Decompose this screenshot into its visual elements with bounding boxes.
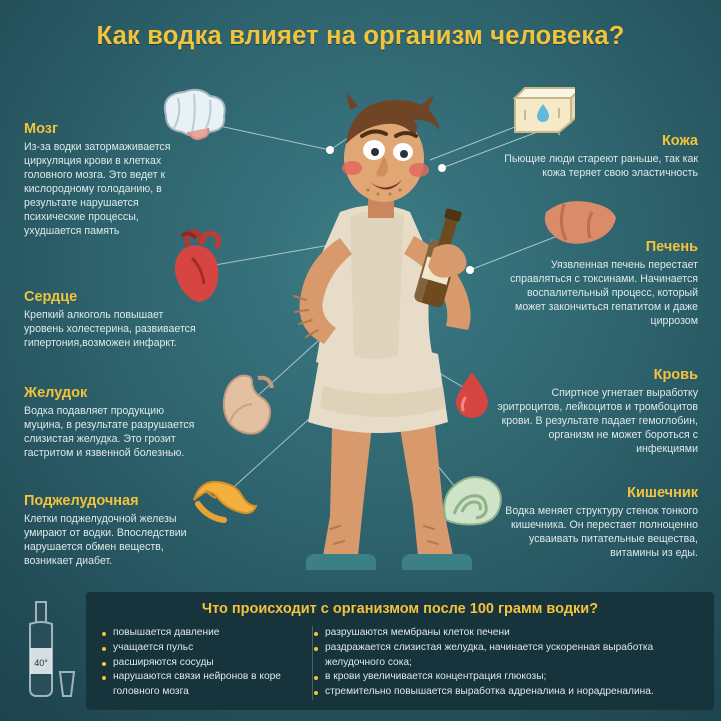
list-item: разрушаются мембраны клеток печени xyxy=(314,626,702,641)
block-pancreas-body: Клетки поджелудочной железы умирают от водки. Впоследствии нарушается обмен веществ, возникает диабет. xyxy=(24,512,187,567)
list-item: в крови увеличивается концентрация глюкозы; xyxy=(314,670,702,685)
bottom-panel xyxy=(86,592,714,710)
block-stomach-title: Желудок xyxy=(24,385,88,401)
block-intestine-body: Водка меняет структуру стенок тонкого кишечника. Он перестает полноценно усваивать питательные вещества, витамины из еды. xyxy=(505,504,698,559)
list-item: раздражается слизистая желудка, начинается ускоренная выработка желудочного сока; xyxy=(314,641,702,671)
block-stomach xyxy=(24,386,196,461)
block-pancreas xyxy=(24,494,214,569)
block-brain xyxy=(24,122,194,239)
block-pancreas-title: Поджелудочная xyxy=(24,493,139,509)
stomach-icon xyxy=(216,372,280,440)
block-blood xyxy=(488,368,698,457)
bottom-panel-title: Что происходит с организмом после 100 грамм водки? xyxy=(201,601,599,617)
bottom-right-column xyxy=(314,626,702,700)
block-heart-title: Сердце xyxy=(24,289,78,305)
list-item: повышается давление xyxy=(102,626,300,641)
block-blood-body: Спиртное угнетает выработку эритроцитов, лейкоцитов и тромбоцитов крови. В результате падает гемоглобин, организм не может бороться с инфекциями xyxy=(497,386,698,455)
list-item: стремительно повышается выработка адреналина и норадреналина. xyxy=(314,685,702,700)
blood-drop-icon xyxy=(452,370,492,422)
block-stomach-body: Водка подавляет продукцию муцина, в результате разрушается слизистая желудка. Это грозит гастритом и язвенной болезнью. xyxy=(24,404,195,459)
block-intestine-title: Кишечник xyxy=(627,485,698,501)
block-heart xyxy=(24,290,204,351)
block-blood-title: Кровь xyxy=(653,367,698,383)
bottom-left-column xyxy=(102,626,300,700)
list-item: учащается пульс xyxy=(102,641,300,656)
skin-icon xyxy=(511,80,575,136)
block-brain-title: Мозг xyxy=(24,121,58,137)
vodka-bottle-icon xyxy=(16,596,80,708)
bottom-panel-columns xyxy=(102,626,702,700)
block-intestine xyxy=(490,486,698,561)
block-skin xyxy=(500,134,698,181)
block-liver xyxy=(498,240,698,329)
list-item: расширяются сосуды xyxy=(102,656,300,671)
block-skin-body: Пьющие люди стареют раньше, так как кожа теряет свою эластичность xyxy=(504,152,698,179)
bottle-label: 40° xyxy=(34,658,48,668)
column-divider xyxy=(312,626,313,700)
page-title: Как водка влияет на организм человека? xyxy=(96,22,625,50)
block-liver-title: Печень xyxy=(645,239,698,255)
block-skin-title: Кожа xyxy=(661,133,698,149)
block-liver-body: Уязвленная печень перестает справляться с токсинами. Начинается воспалительный процесс, который может закончиться гепатитом и даже циррозом xyxy=(510,258,698,327)
list-item: нарушаются связи нейронов в коре головного мозга xyxy=(102,670,300,700)
block-heart-body: Крепкий алкоголь повышает уровень холестерина, развивается гипертония,возможен инфаркт. xyxy=(24,308,196,349)
block-brain-body: Из-за водки затормаживается циркуляция крови в клетках головного мозга. Это ведет к кислородному голоданию, в результате нарушается психические процессы, ухудшается память xyxy=(24,140,171,237)
